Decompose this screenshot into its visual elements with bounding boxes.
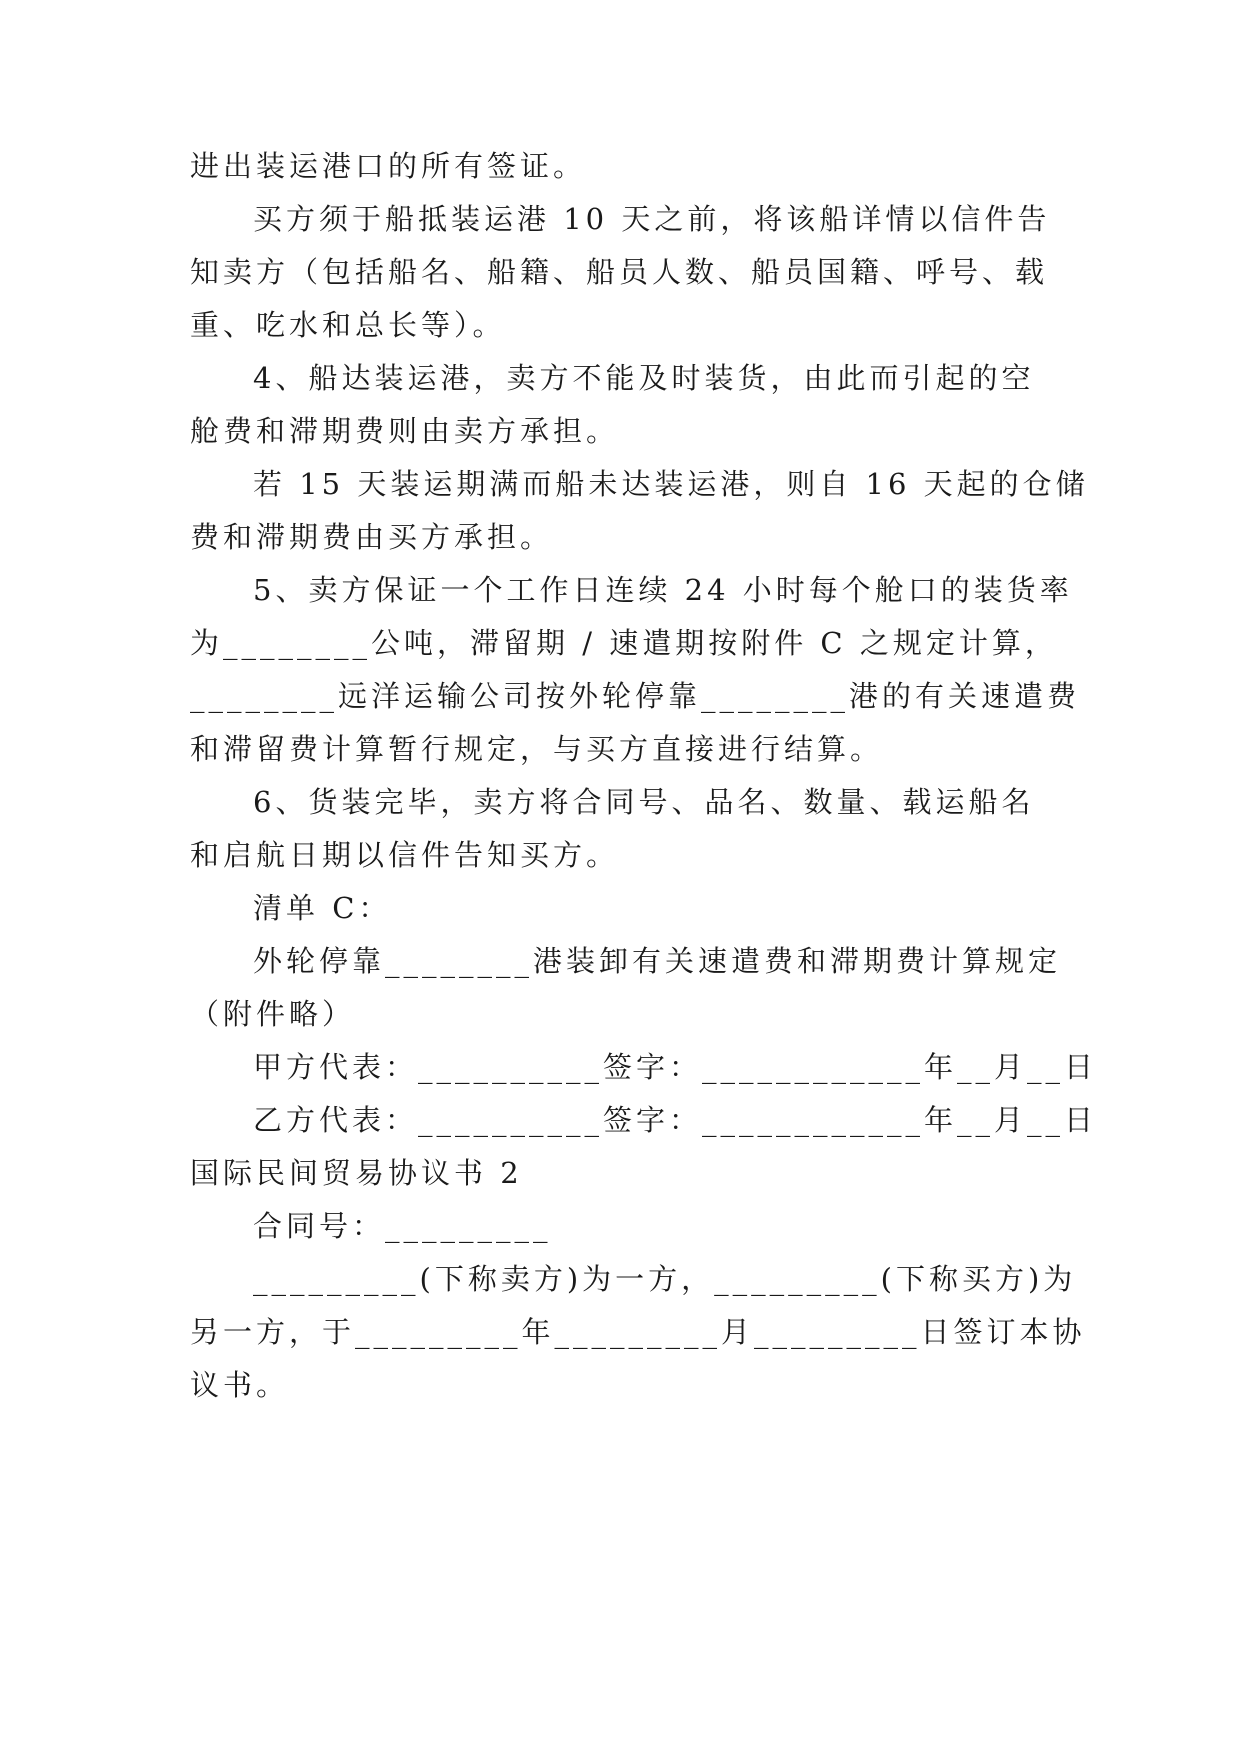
text-line: 费和滞期费由买方承担。 [190, 520, 554, 554]
text-line: 议书。 [190, 1368, 290, 1402]
text-line: 舱费和滞期费则由卖方承担。 [190, 414, 620, 448]
text-line: 为________公吨，滞留期 / 速遣期按附件 C 之规定计算， [190, 626, 1058, 660]
text-line: 知卖方（包括船名、船籍、船员人数、船员国籍、呼号、载 [190, 255, 1049, 289]
text-line: 5、卖方保证一个工作日连续 24 小时每个舱口的装货率 [253, 573, 1073, 607]
text-line: 甲方代表：__________签字：____________年__月__日 [253, 1050, 1098, 1084]
text-line: 若 15 天装运期满而船未达装运港，则自 16 天起的仓储 [253, 467, 1089, 501]
text-line: 和滞留费计算暂行规定，与买方直接进行结算。 [190, 732, 884, 766]
text-line: ________远洋运输公司按外轮停靠________港的有关速遣费 [190, 679, 1081, 713]
text-line: 乙方代表：__________签字：____________年__月__日 [253, 1103, 1098, 1137]
text-line: 4、船达装运港，卖方不能及时装货，由此而引起的空 [253, 361, 1035, 395]
text-line: 另一方，于_________年_________月_________日签订本协 [190, 1315, 1086, 1349]
text-line: 外轮停靠________港装卸有关速遣费和滞期费计算规定 [253, 944, 1062, 978]
text-line: _________(下称卖方)为一方，_________(下称买方)为 [253, 1262, 1077, 1296]
text-line: 买方须于船抵装运港 10 天之前，将该船详情以信件告 [253, 202, 1051, 236]
section-title: 国际民间贸易协议书 2 [190, 1156, 523, 1190]
text-line: 清单 C： [253, 891, 392, 925]
text-line: 合同号：_________ [253, 1209, 552, 1243]
text-line: 和启航日期以信件告知买方。 [190, 838, 620, 872]
text-line: 重、吃水和总长等）。 [190, 308, 506, 342]
text-line: 进出装运港口的所有签证。 [190, 149, 587, 183]
text-line: 6、货装完毕，卖方将合同号、品名、数量、载运船名 [253, 785, 1035, 819]
text-line: （附件略） [190, 997, 356, 1031]
